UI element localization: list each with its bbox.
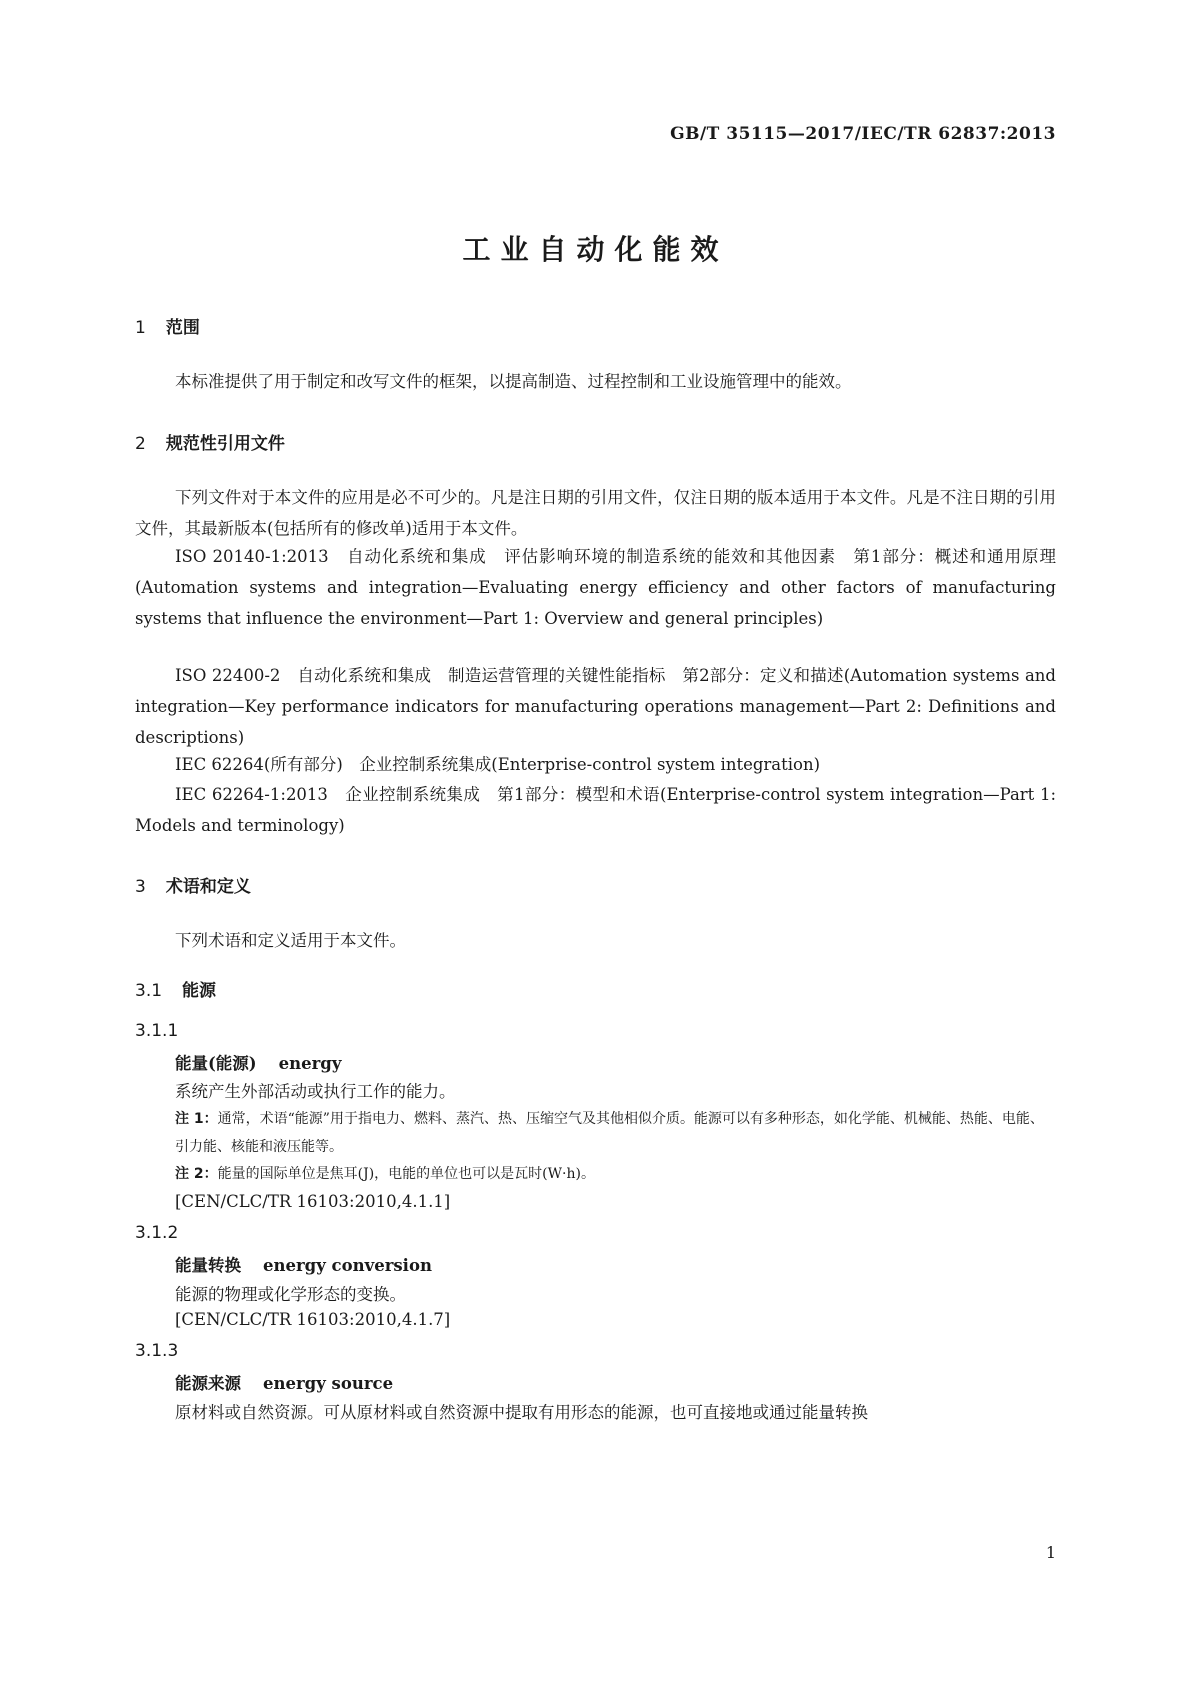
standard-code: GB/T 35115—2017/IEC/TR 62837:2013	[670, 124, 1056, 144]
subsection-number: 3.1	[135, 981, 163, 1001]
term-en: energy	[278, 1054, 342, 1073]
term-number: 3.1.1	[135, 1021, 179, 1041]
term-source: [CEN/CLC/TR 16103:2010,4.1.7]	[175, 1310, 451, 1329]
note-label: 注 1：	[175, 1111, 218, 1127]
terms-intro: 下列术语和定义适用于本文件。	[175, 931, 406, 950]
term-zh: 能源来源	[175, 1374, 241, 1393]
note-label: 注 2：	[175, 1166, 218, 1182]
document-title: 工业自动化能效	[462, 233, 729, 266]
section-number: 1	[135, 318, 146, 338]
term-en: energy source	[263, 1374, 394, 1393]
term-en: energy conversion	[263, 1256, 432, 1275]
reference-item: IEC 62264(所有部分) 企业控制系统集成(Enterprise-control system integration)	[175, 755, 821, 774]
section-title: 规范性引用文件	[165, 434, 285, 454]
reference-item: IEC 62264-1:2013 企业控制系统集成 第1部分：模型和术语(Enterprise-control system integration—Part 1: Models and terminology)	[135, 785, 1056, 835]
term-definition: 能源的物理或化学形态的变换。	[175, 1285, 406, 1304]
term-heading	[175, 1252, 432, 1276]
section-title: 术语和定义	[165, 877, 251, 897]
term-heading	[175, 1370, 393, 1394]
reference-item: ISO 22400-2 自动化系统和集成 制造运营管理的关键性能指标 第2部分：定义和描述(Automation systems and integration—Key performance indicators for manufacturing operations management—Part 2: Definitions and descriptions)	[135, 666, 1056, 747]
subsection-title: 能源	[182, 981, 217, 1001]
term-note-1	[175, 1105, 1055, 1161]
term-definition: 原材料或自然资源。可从原材料或自然资源中提取有用形态的能源，也可直接地或通过能量转换	[175, 1403, 868, 1422]
term-zh: 能量转换	[175, 1256, 241, 1275]
section-1-heading	[135, 313, 200, 338]
section-title: 范围	[165, 318, 200, 338]
section-number: 3	[135, 877, 146, 897]
term-zh: 能量(能源)	[175, 1054, 257, 1073]
subsection-3-1-heading	[135, 976, 216, 1001]
term-definition: 系统产生外部活动或执行工作的能力。	[175, 1082, 456, 1101]
term-number: 3.1.2	[135, 1223, 179, 1243]
section-2-heading	[135, 429, 285, 454]
page-number: 1	[1045, 1543, 1056, 1562]
term-note-2	[175, 1160, 1055, 1188]
scope-paragraph: 本标准提供了用于制定和改写文件的框架，以提高制造、过程控制和工业设施管理中的能效。	[175, 372, 852, 391]
section-3-heading	[135, 872, 251, 897]
term-heading	[175, 1050, 341, 1074]
note-text: 通常，术语“能源”用于指电力、燃料、蒸汽、热、压缩空气及其他相似介质。能源可以有多种形态，如化学能、机械能、热能、电能、引力能、核能和液压能等。	[175, 1111, 1044, 1155]
reference-item: ISO 20140-1:2013 自动化系统和集成 评估影响环境的制造系统的能效和其他因素 第1部分：概述和通用原理(Automation systems and integration—Evaluating energy efficiency and other factors of manufacturing systems that influence the environment—Part 1: Overview and general principles)	[135, 547, 1056, 628]
term-source: [CEN/CLC/TR 16103:2010,4.1.1]	[175, 1192, 451, 1211]
note-text: 能量的国际单位是焦耳(J)，电能的单位也可以是瓦时(W·h)。	[217, 1166, 595, 1182]
term-number: 3.1.3	[135, 1341, 179, 1361]
section-number: 2	[135, 434, 146, 454]
normative-intro: 下列文件对于本文件的应用是必不可少的。凡是注日期的引用文件，仅注日期的版本适用于本文件。凡是不注日期的引用文件，其最新版本(包括所有的修改单)适用于本文件。	[135, 488, 1056, 538]
